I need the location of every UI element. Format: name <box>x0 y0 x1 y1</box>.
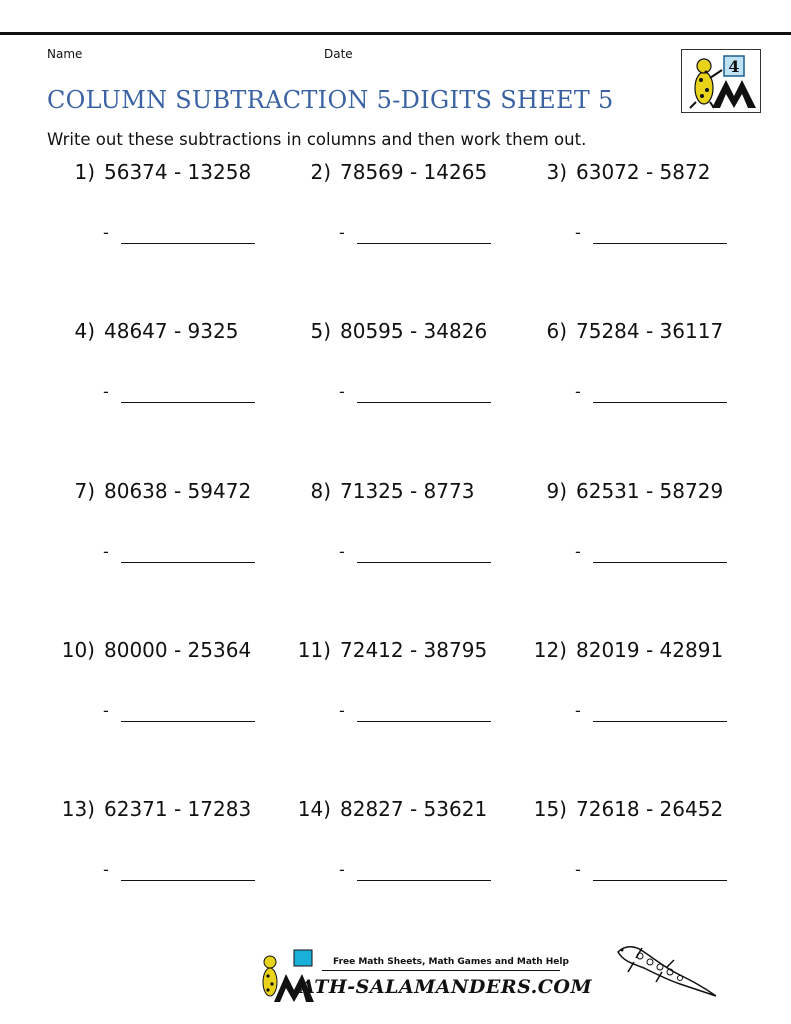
problem-expression: 72412 - 38795 <box>340 638 488 662</box>
answer-line-5[interactable] <box>339 382 345 401</box>
problem-expression: 62531 - 58729 <box>576 479 724 503</box>
answer-underline <box>357 243 491 244</box>
minus-sign: - <box>339 542 345 561</box>
answer-underline <box>593 562 727 563</box>
answer-line-14[interactable] <box>339 860 345 879</box>
problem-5 <box>283 319 487 343</box>
answer-underline <box>357 562 491 563</box>
problem-number: 15) <box>533 797 567 821</box>
problem-expression: 80000 - 25364 <box>104 638 252 662</box>
problem-expression: 48647 - 9325 <box>104 319 239 343</box>
minus-sign: - <box>575 860 581 879</box>
answer-underline <box>593 402 727 403</box>
answer-line-3[interactable] <box>575 223 581 242</box>
problem-13 <box>47 797 251 821</box>
answer-underline <box>593 243 727 244</box>
page-title: COLUMN SUBTRACTION 5-DIGITS SHEET 5 <box>47 86 614 114</box>
answer-line-7[interactable] <box>103 542 109 561</box>
problem-expression: 75284 - 36117 <box>576 319 724 343</box>
minus-sign: - <box>575 223 581 242</box>
problem-expression: 63072 - 5872 <box>576 160 711 184</box>
problem-expression: 72618 - 26452 <box>576 797 724 821</box>
instructions: Write out these subtractions in columns and then work them out. <box>47 130 587 149</box>
top-rule <box>0 32 791 35</box>
problem-number: 10) <box>61 638 95 662</box>
salamander-illustration <box>612 940 722 1006</box>
problem-expression: 82019 - 42891 <box>576 638 724 662</box>
answer-underline <box>357 880 491 881</box>
problem-6 <box>519 319 723 343</box>
minus-sign: - <box>103 701 109 720</box>
answer-line-15[interactable] <box>575 860 581 879</box>
answer-line-2[interactable] <box>339 223 345 242</box>
date-label: Date <box>324 47 353 61</box>
problem-number: 1) <box>74 160 95 184</box>
answer-line-8[interactable] <box>339 542 345 561</box>
minus-sign: - <box>575 701 581 720</box>
problem-9 <box>519 479 723 503</box>
answer-underline <box>593 880 727 881</box>
minus-sign: - <box>575 382 581 401</box>
problem-number: 4) <box>74 319 95 343</box>
footer-tagline: Free Math Sheets, Math Games and Math Help <box>333 957 569 967</box>
minus-sign: - <box>339 701 345 720</box>
answer-line-12[interactable] <box>575 701 581 720</box>
minus-sign: - <box>339 223 345 242</box>
answer-underline <box>121 562 255 563</box>
answer-line-9[interactable] <box>575 542 581 561</box>
problem-number: 8) <box>310 479 331 503</box>
answer-underline <box>121 243 255 244</box>
minus-sign: - <box>339 860 345 879</box>
answer-underline <box>357 402 491 403</box>
footer-site: ATH-SALAMANDERS.COM <box>300 976 592 998</box>
problem-number: 3) <box>546 160 567 184</box>
problem-11 <box>283 638 487 662</box>
problem-expression: 56374 - 13258 <box>104 160 252 184</box>
minus-sign: - <box>103 860 109 879</box>
problem-number: 13) <box>61 797 95 821</box>
minus-sign: - <box>103 382 109 401</box>
problem-expression: 71325 - 8773 <box>340 479 475 503</box>
problem-14 <box>283 797 487 821</box>
problem-number: 14) <box>297 797 331 821</box>
problem-number: 5) <box>310 319 331 343</box>
problem-number: 7) <box>74 479 95 503</box>
problem-7 <box>47 479 251 503</box>
minus-sign: - <box>103 223 109 242</box>
problem-number: 12) <box>533 638 567 662</box>
problem-number: 6) <box>546 319 567 343</box>
answer-underline <box>357 721 491 722</box>
problem-expression: 62371 - 17283 <box>104 797 252 821</box>
problem-expression: 78569 - 14265 <box>340 160 488 184</box>
problem-number: 9) <box>546 479 567 503</box>
problem-expression: 80595 - 34826 <box>340 319 488 343</box>
answer-line-11[interactable] <box>339 701 345 720</box>
answer-underline <box>121 402 255 403</box>
minus-sign: - <box>339 382 345 401</box>
problem-1 <box>47 160 251 184</box>
problem-number: 11) <box>297 638 331 662</box>
answer-line-10[interactable] <box>103 701 109 720</box>
minus-sign: - <box>103 542 109 561</box>
grade-digit: 4 <box>728 57 740 76</box>
answer-line-13[interactable] <box>103 860 109 879</box>
answer-underline <box>121 880 255 881</box>
name-label: Name <box>47 47 83 61</box>
problem-4 <box>47 319 238 343</box>
problem-expression: 80638 - 59472 <box>104 479 252 503</box>
problem-expression: 82827 - 53621 <box>340 797 488 821</box>
answer-line-1[interactable] <box>103 223 109 242</box>
footer-logo <box>258 948 592 1004</box>
footer-rule <box>322 970 560 971</box>
answer-underline <box>593 721 727 722</box>
problem-3 <box>519 160 710 184</box>
problem-12 <box>519 638 723 662</box>
problem-number: 2) <box>310 160 331 184</box>
answer-line-6[interactable] <box>575 382 581 401</box>
problem-15 <box>519 797 723 821</box>
minus-sign: - <box>575 542 581 561</box>
grade-logo <box>681 49 761 113</box>
problem-10 <box>47 638 251 662</box>
problem-8 <box>283 479 474 503</box>
problem-2 <box>283 160 487 184</box>
answer-underline <box>121 721 255 722</box>
answer-line-4[interactable] <box>103 382 109 401</box>
